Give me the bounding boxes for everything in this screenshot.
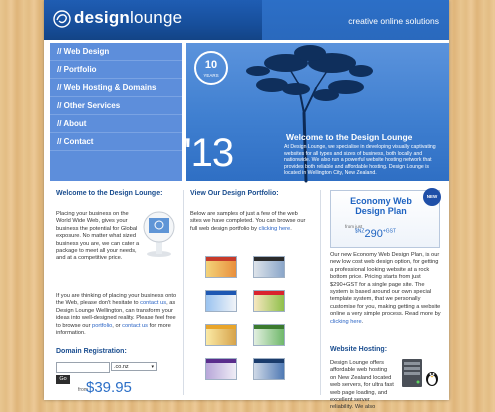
nav-contact[interactable]: // Contact: [50, 133, 182, 151]
portfolio-link[interactable]: portfolio: [92, 322, 113, 329]
contact-us-link[interactable]: contact us: [140, 300, 167, 307]
linux-penguin-icon: [425, 370, 439, 386]
welcome-paragraph: Placing your business on the World Wide Web, gives your business the potential for Global exposure. No matter what sized business you are, we can cater a package to meet all your needs, and at a competitive price.: [56, 211, 140, 262]
site-tagline: creative online solutions: [348, 16, 439, 26]
plan-title: Economy Web Design Plan: [350, 196, 412, 216]
portfolio-thumbnail[interactable]: [253, 256, 285, 278]
hosting-paragraph: Design Lounge offers affordable web hosting on New Zealand located web servers, for ultra fast web page loading, and excellent server reliability. We also: [330, 360, 394, 411]
contact-paragraph: If you are thinking of placing your business onto the Web, please don't hesitate to contact us, as Design Lounge Wellington, can transform your ideas into well-designed reality. Please feel free to browse our portfolio, or contact us for more information.: [56, 293, 177, 337]
welcome-column: [56, 190, 180, 400]
portfolio-heading: View Our Design Portfolio:: [190, 190, 279, 197]
new-badge: NEW: [423, 188, 441, 206]
column-divider: [183, 190, 184, 395]
domain-go-button[interactable]: Go: [56, 375, 70, 384]
portfolio-thumbnail[interactable]: [253, 358, 285, 380]
portfolio-thumbnail[interactable]: [253, 324, 285, 346]
logo-text-bold: design: [74, 8, 130, 27]
hero-year-mark: '13: [184, 131, 234, 175]
domain-extension-select[interactable]: .co.nz ▾: [111, 362, 157, 371]
imac-computer-image: [141, 210, 177, 258]
hero-title: Welcome to the Design Lounge: [286, 132, 413, 142]
page-container: [44, 0, 449, 411]
domain-registration-heading: Domain Registration:: [56, 348, 127, 355]
server-icon: [400, 358, 426, 388]
chevron-down-icon: ▾: [151, 364, 154, 370]
portfolio-column: [190, 190, 312, 400]
services-column: [328, 190, 443, 411]
domain-from-label: from: [78, 387, 88, 393]
economy-plan-banner[interactable]: [330, 190, 440, 248]
column-divider: [320, 190, 321, 395]
portfolio-thumbnail[interactable]: [205, 290, 237, 312]
portfolio-thumbnail[interactable]: [205, 358, 237, 380]
badge-number: 10: [204, 59, 218, 71]
nav-other-services[interactable]: // Other Services: [50, 97, 182, 115]
logo-swirl-icon: [52, 9, 72, 29]
badge-text: YEARS: [203, 73, 219, 78]
header-accent-panel: [262, 0, 449, 40]
logo-text-light: lounge: [130, 8, 183, 27]
economy-plan-paragraph: Our new Economy Web Design Plan, is our new low cost web design option, for getting a professional looking website at a rock bottom price. Pricing starts from just $290+GST for a single page site. The system is based around our own special template system, that we personally customise for you, making getting a website online a very simple process. Read more by clicking here.: [330, 252, 441, 325]
plan-from-label: from just: [345, 224, 363, 229]
contact-us-link-2[interactable]: contact us: [122, 322, 149, 329]
portfolio-thumbnail[interactable]: [205, 256, 237, 278]
plan-price: $^{\$NZ}290^{+GST}$: [355, 228, 397, 240]
site-logo[interactable]: [74, 8, 182, 28]
domain-price: $39.95: [86, 379, 132, 396]
main-navigation: [50, 43, 182, 181]
economy-plan-clicking-here-link[interactable]: clicking here: [330, 318, 362, 325]
website-hosting-heading: Website Hosting:: [330, 346, 388, 353]
nav-web-design[interactable]: // Web Design: [50, 43, 182, 61]
nav-web-hosting-domains[interactable]: // Web Hosting & Domains: [50, 79, 182, 97]
ten-years-badge: [194, 51, 228, 85]
portfolio-clicking-here-link[interactable]: clicking here: [258, 225, 291, 232]
portfolio-paragraph: Below are samples of just a few of the web sites we have completed. You can browse our full web design portfolio by clicking here.: [190, 211, 306, 232]
nav-about[interactable]: // About: [50, 115, 182, 133]
hero-banner: [186, 43, 449, 181]
hero-text: At Design Lounge, we specialise in developing visually captivating websites for all types and sizes of business, both locally and nationwide. We also run a powerful website hosting network that provides both reliable and affordable hosting. Design Lounge is located in Wellington City, New Zealand.: [284, 144, 436, 177]
portfolio-thumbnail[interactable]: [253, 290, 285, 312]
site-header: [44, 0, 449, 40]
portfolio-thumbnail[interactable]: [205, 324, 237, 346]
welcome-heading: Welcome to the Design Lounge:: [56, 190, 163, 197]
nav-portfolio[interactable]: // Portfolio: [50, 61, 182, 79]
domain-name-input[interactable]: [56, 362, 110, 373]
